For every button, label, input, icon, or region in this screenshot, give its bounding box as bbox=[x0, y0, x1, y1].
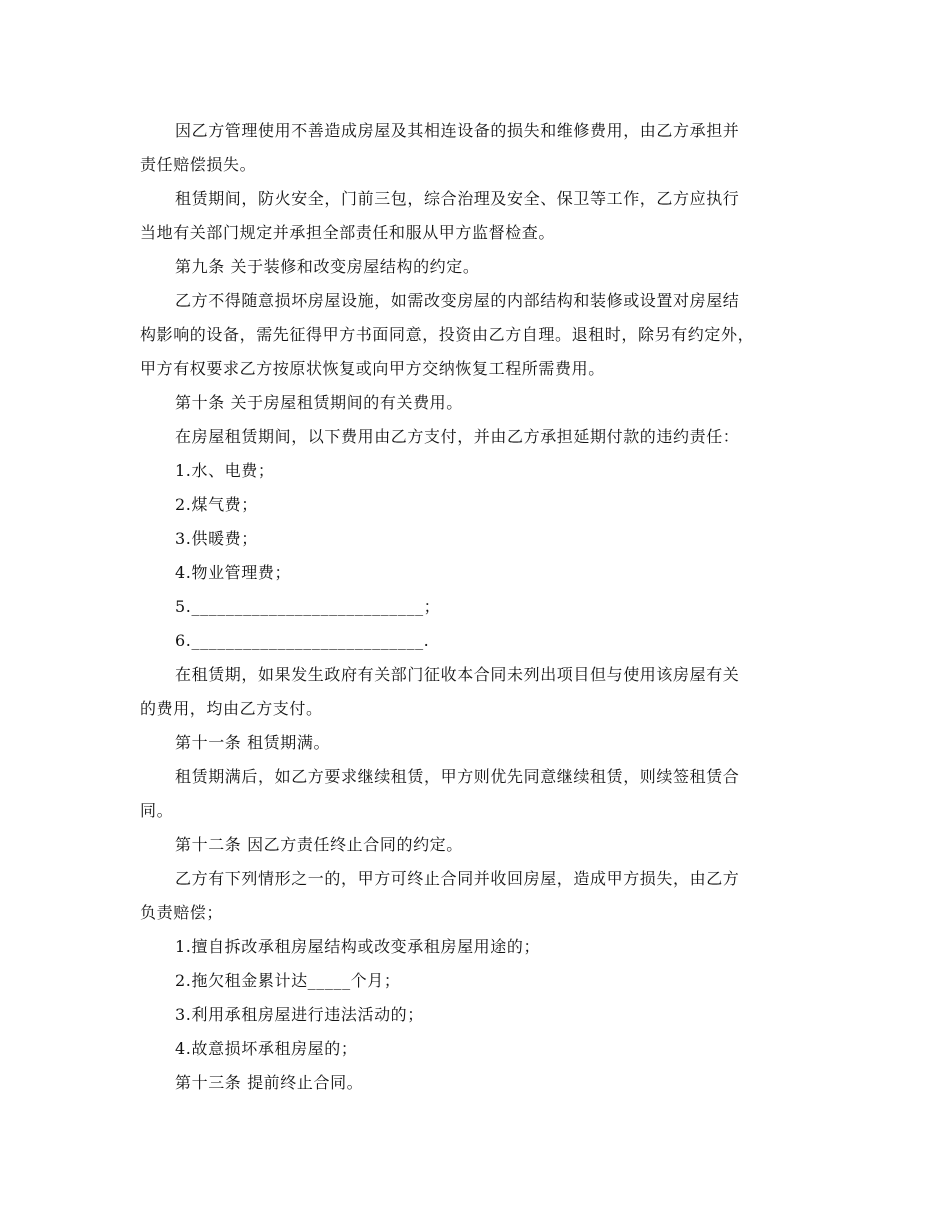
list-item: 3.利用承租房屋进行违法活动的； bbox=[175, 1005, 424, 1024]
list-item: 3.供暖费； bbox=[175, 529, 258, 548]
list-item: 1.水、电费； bbox=[175, 461, 275, 480]
article-heading: 第十一条 租赁期满。 bbox=[175, 733, 331, 752]
article-heading: 第十条 关于房屋租赁期间的有关费用。 bbox=[175, 393, 463, 412]
paragraph-line: 在租赁期，如果发生政府有关部门征收本合同未列出项目但与使用该房屋有关 bbox=[175, 665, 740, 684]
article-heading: 第十二条 因乙方责任终止合同的约定。 bbox=[175, 835, 463, 854]
list-item: 4.故意损坏承租房屋的； bbox=[175, 1039, 358, 1058]
paragraph-line: 责任赔偿损失。 bbox=[140, 155, 257, 174]
paragraph-line: 乙方有下列情形之一的，甲方可终止合同并收回房屋，造成甲方损失，由乙方 bbox=[175, 869, 740, 888]
list-item: 1.擅自拆改承租房屋结构或改变承租房屋用途的； bbox=[175, 937, 541, 956]
paragraph-line: 租赁期满后，如乙方要求继续租赁，甲方则优先同意继续租赁，则续签租赁合 bbox=[175, 767, 740, 786]
list-item-blank: 5.___________________________； bbox=[175, 597, 441, 616]
article-heading: 第九条 关于装修和改变房屋结构的约定。 bbox=[175, 257, 480, 276]
paragraph-line: 负责赔偿； bbox=[140, 903, 224, 922]
list-item: 2.拖欠租金累计达_____个月； bbox=[175, 971, 401, 990]
article-heading: 第十三条 提前终止合同。 bbox=[175, 1073, 364, 1092]
paragraph-line: 因乙方管理使用不善造成房屋及其相连设备的损失和维修费用，由乙方承担并 bbox=[175, 121, 740, 140]
paragraph-line: 在房屋租赁期间，以下费用由乙方支付，并由乙方承担延期付款的违约责任： bbox=[175, 427, 740, 446]
list-item: 2.煤气费； bbox=[175, 495, 258, 514]
paragraph-line: 乙方不得随意损坏房屋设施，如需改变房屋的内部结构和装修或设置对房屋结 bbox=[175, 291, 740, 310]
paragraph-line: 同。 bbox=[140, 801, 174, 820]
list-item-blank: 6.___________________________. bbox=[175, 631, 430, 650]
paragraph-line: 的费用，均由乙方支付。 bbox=[140, 699, 323, 718]
paragraph-line: 构影响的设备，需先征得甲方书面同意，投资由乙方自理。退租时，除另有约定外， bbox=[140, 325, 755, 344]
list-item: 4.物业管理费； bbox=[175, 563, 292, 582]
paragraph-line: 当地有关部门规定并承担全部责任和服从甲方监督检查。 bbox=[140, 223, 556, 242]
paragraph-line: 租赁期间，防火安全，门前三包，综合治理及安全、保卫等工作，乙方应执行 bbox=[175, 189, 740, 208]
paragraph-line: 甲方有权要求乙方按原状恢复或向甲方交纳恢复工程所需费用。 bbox=[140, 359, 605, 378]
